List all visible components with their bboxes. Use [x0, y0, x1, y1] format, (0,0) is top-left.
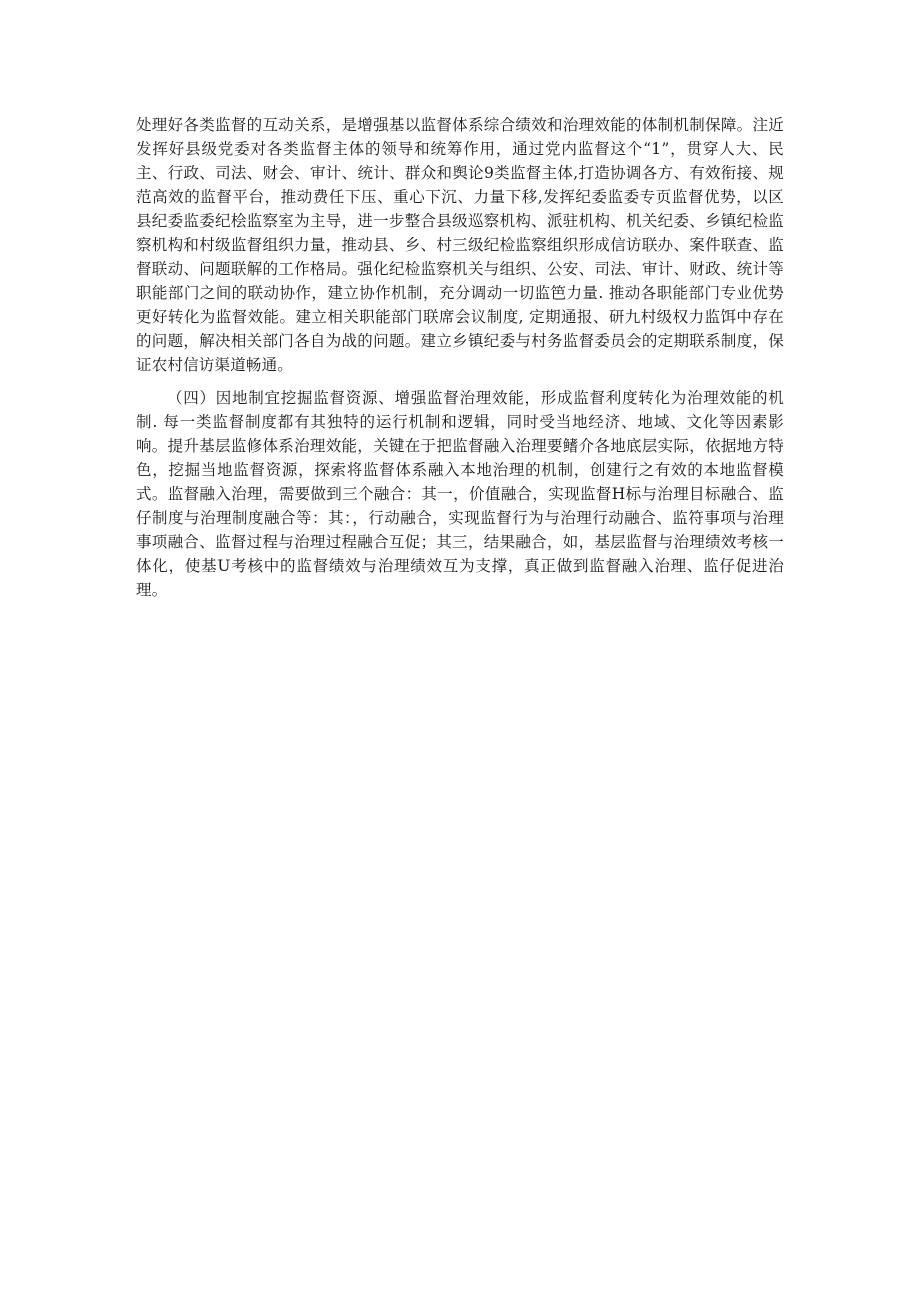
paragraph-section-four: （四）因地制宜挖掘监督资源、增强监督治理效能，形成监督利度转化为治理效能的机制. 每一类监督制度都有其独特的运行机制和逻辑，同时受当地经济、地域、文化等因素影响。提升基层监修体系治理效能，关键在于把监督融入治理要鳍介各地底层实际，依据地方特色，挖掘当地监督资源，探索将监督体系融入本地治理的机制，创建行之有效的本地监督模式。监督融入治理，需要做到三个融合：其一，价值融合，实现监督H标与治理目标融合、监仔制度与治理制度融合等：其：，行动融合，实现监督行为与治理行动融合、监符事项与治理事项融合、监督过程与治理过程融合互促；其三，结果融合，如，基层监督与治理绩效考核一体化，使基U考核中的监督绩效与治理绩效互为支撑，真正做到监督融入治理、监仔促进治理。	[136, 389, 784, 599]
document-body	[136, 113, 784, 602]
paragraph-supervision-interaction: 处理好各类监督的互动关系，是增强基以监督体系综合绩效和治理效能的体制机制保障。注近发挥好县级党委对各类监督主体的领导和统筹作用，通过党内监督这个“1”，贯穿人大、民主、行政、司法、财会、审计、统计、群众和舆论9类监督主体,打造协调各方、有效衔接、规范高效的监督平台，推动费任下压、重心下沉、力量下移,发挥纪委监委专页监督优势，以区县纪委监委纪桧监察室为主导，进一步整合县级巡察机构、派驻机构、机关纪委、乡镇纪检监察机构和村级监督组织力量，推动县、乡、村三级纪检监察组织形成信访联办、案件联查、监督联动、问题联解的工作格局。强化纪检监察机关与组织、公安、司法、审计、财政、统计等职能部门之间的联动协作，建立协作机制，充分调动一切监笆力量. 推动各职能部门专业优势更好转化为监督效能。建立相关职能部门联席会议制度, 定期通报、研九村级权力监饵中存在的问题，解决相关部门各自为战的问题。建立乡镇纪委与村务监督委员会的定期联系制度，保证农村信访渠道畅通。	[136, 116, 784, 374]
